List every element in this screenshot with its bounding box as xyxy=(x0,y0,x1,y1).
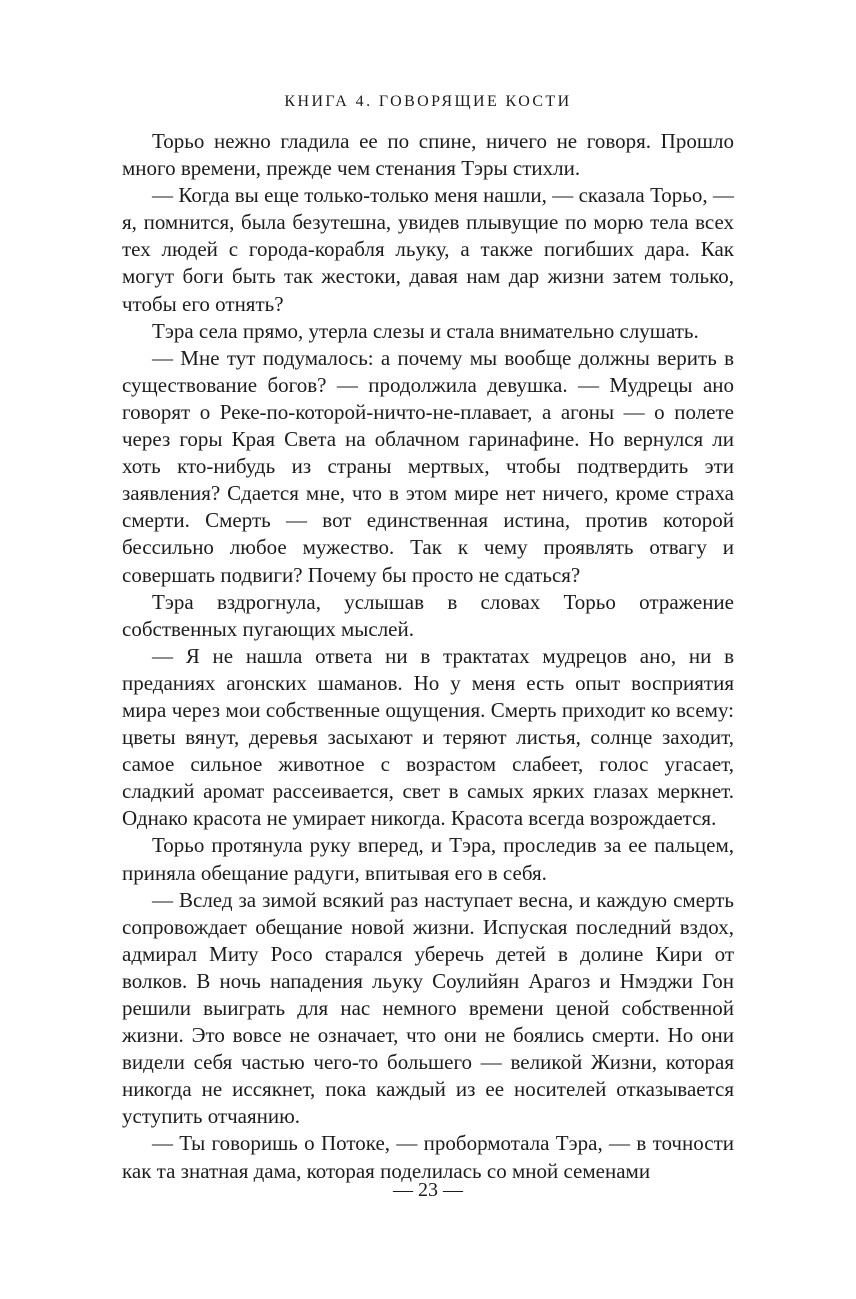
paragraph: — Когда вы еще только-только меня нашли, — сказала Торьо, — я, помнится, была безутешна, увидев плывущие по морю тела всех тех людей с города-корабля льуку, а также погибших дара. Как могут боги быть так жестоки, давая нам дар жизни затем только, чтобы его отнять? xyxy=(122,183,734,316)
paragraph: Торьо протянула руку вперед, и Тэра, проследив за ее пальцем, приняла обещание радуги, впитывая его в себя. xyxy=(122,833,734,885)
body-text xyxy=(122,128,734,1185)
paragraph: — Я не нашла ответа ни в трактатах мудрецов ано, ни в преданиях агонских шаманов. Но у меня есть опыт восприятия мира через мои собственные ощущения. Смерть приходит ко всему: цветы вянут, деревья засыхают и теряют листья, солнце заходит, самое сильное животное с возрастом слабеет, голос угасает, сладкий аромат рассеивается, свет в самых ярких глазах меркнет. Однако красота не умирает никогда. Красота всегда возрождается. xyxy=(122,643,734,831)
page-number: — 23 — xyxy=(393,1179,463,1201)
paragraph: — Вслед за зимой всякий раз наступает весна, и каждую смерть сопровождает обещание новой жизни. Испуская последний вздох, адмирал Миту Росо старался уберечь детей в долине Кири от волков. В ночь нападения льуку Соулийян Арагоз и Нмэджи Гон решили выиграть для нас немного времени ценой собственной жизни. Это вовсе не означает, что они не боялись смерти. Но они видели себя частью чего-то большего — великой Жизни, которая никогда не иссякнет, пока каждый из ее носителей отказывается уступить отчаянию. xyxy=(122,887,734,1129)
paragraph: Тэра вздрогнула, услышав в словах Торьо отражение собственных пугающих мыслей. xyxy=(122,589,734,641)
paragraph: Торьо нежно гладила ее по спине, ничего не говоря. Прошло много времени, прежде чем стенания Тэры стихли. xyxy=(122,129,734,181)
paragraph: — Мне тут подумалось: а почему мы вообще должны верить в существование богов? — продолжила девушка. — Мудрецы ано говорят о Реке-по-которой-ничто-не-плавает, а агоны — о полете через горы Края Света на облачном гаринафине. Но вернулся ли хоть кто-нибудь из страны мертвых, чтобы подтвердить эти заявления? Сдается мне, что в этом мире нет ничего, кроме страха смерти. Смерть — вот единственная истина, против которой бессильно любое мужество. Так к чему проявлять отвагу и совершать подвиги? Почему бы просто не сдаться? xyxy=(122,345,734,587)
paragraph: Тэра села прямо, утерла слезы и стала внимательно слушать. xyxy=(152,318,699,343)
running-head: КНИГА 4. ГОВОРЯЩИЕ КОСТИ xyxy=(284,93,572,110)
paragraph: — Ты говоришь о Потоке, — пробормотала Тэра, — в точности как та знатная дама, которая поделилась со мной семенами xyxy=(122,1131,734,1183)
